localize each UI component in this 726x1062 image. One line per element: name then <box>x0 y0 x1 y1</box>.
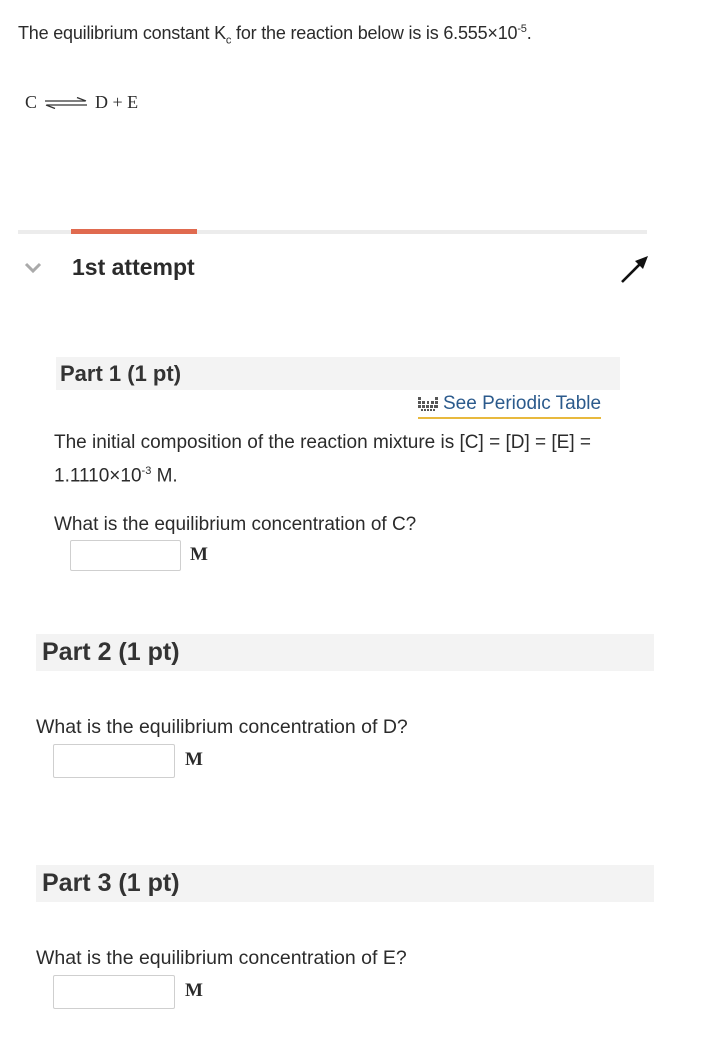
composition-unit: M. <box>151 465 178 487</box>
reactant: C <box>25 92 38 112</box>
periodic-table-link[interactable] <box>418 393 601 419</box>
part-3-unit: M <box>185 980 203 1001</box>
periodic-table-label: See Periodic Table <box>443 393 602 414</box>
part-1-question: What is the equilibrium concentration of C? <box>54 514 417 535</box>
part-2-unit: M <box>185 749 203 770</box>
composition-mantissa: 1.1110×10 <box>54 465 142 487</box>
equilibrium-arrows-icon <box>43 97 89 109</box>
part-1-answer-input[interactable] <box>70 540 181 571</box>
part-2-answer-input[interactable] <box>53 744 175 778</box>
part-2-question: What is the equilibrium concentration of D? <box>36 716 408 738</box>
arrow-up-right-icon[interactable] <box>618 253 650 285</box>
part-3-question: What is the equilibrium concentration of E? <box>36 947 407 969</box>
kc-subscript: c <box>225 34 232 47</box>
reaction-equation <box>25 92 138 113</box>
attempt-title: 1st attempt <box>72 254 195 280</box>
periodic-table-icon <box>418 396 438 412</box>
composition-line-2 <box>54 457 634 490</box>
kc-exponent: -5 <box>517 23 527 35</box>
attempt-progress-fill <box>71 229 197 234</box>
problem-statement <box>18 23 532 47</box>
part-1-unit: M <box>190 544 208 565</box>
composition-exponent: -3 <box>141 465 152 477</box>
intro-text-2: for the reaction below is is 6.555×10 <box>231 23 518 43</box>
initial-composition <box>54 428 634 490</box>
part-3-answer-input[interactable] <box>53 975 175 1009</box>
intro-period: . <box>526 23 532 43</box>
part-2-title: Part 2 (1 pt) <box>42 638 180 666</box>
part-3-title: Part 3 (1 pt) <box>42 869 180 897</box>
composition-line-1: The initial composition of the reaction mixture is [C] = [D] = [E] = <box>54 432 591 453</box>
part-1-title: Part 1 (1 pt) <box>60 361 182 386</box>
intro-text: The equilibrium constant K <box>18 23 226 43</box>
products: D + E <box>95 92 139 112</box>
chevron-down-icon[interactable] <box>24 260 42 276</box>
